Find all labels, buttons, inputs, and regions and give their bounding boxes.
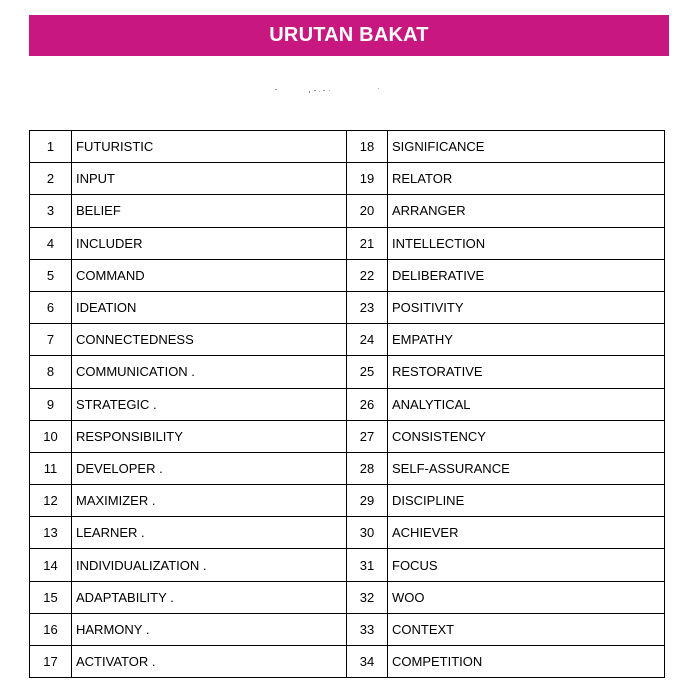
talent-name-cell: INTELLECTION xyxy=(388,227,665,259)
talent-name-cell: ARRANGER xyxy=(388,195,665,227)
talent-name-cell: COMMUNICATION . xyxy=(72,356,347,388)
talent-name-cell: SIGNIFICANCE xyxy=(388,131,665,163)
talent-name-cell: MAXIMIZER . xyxy=(72,485,347,517)
talent-name-cell: CONSISTENCY xyxy=(388,420,665,452)
table-row xyxy=(30,388,665,420)
rank-cell: 34 xyxy=(347,646,388,678)
talent-name-cell: CONTEXT xyxy=(388,613,665,645)
table-row xyxy=(30,517,665,549)
table-row xyxy=(30,452,665,484)
table-row xyxy=(30,163,665,195)
table-row xyxy=(30,581,665,613)
talent-name-cell: ACTIVATOR . xyxy=(72,646,347,678)
rank-cell: 30 xyxy=(347,517,388,549)
talent-name-cell: POSITIVITY xyxy=(388,291,665,323)
rank-cell: 2 xyxy=(30,163,72,195)
table-row xyxy=(30,549,665,581)
table-row xyxy=(30,646,665,678)
talent-name-cell: RESPONSIBILITY xyxy=(72,420,347,452)
rank-cell: 25 xyxy=(347,356,388,388)
table-row xyxy=(30,613,665,645)
rank-cell: 24 xyxy=(347,324,388,356)
rank-cell: 33 xyxy=(347,613,388,645)
table-row xyxy=(30,420,665,452)
rank-cell: 13 xyxy=(30,517,72,549)
talent-ranking-table xyxy=(29,130,665,678)
talent-name-cell: ANALYTICAL xyxy=(388,388,665,420)
table-row xyxy=(30,356,665,388)
rank-cell: 26 xyxy=(347,388,388,420)
talent-name-cell: WOO xyxy=(388,581,665,613)
talent-name-cell: CONNECTEDNESS xyxy=(72,324,347,356)
talent-name-cell: DISCIPLINE xyxy=(388,485,665,517)
rank-cell: 21 xyxy=(347,227,388,259)
rank-cell: 3 xyxy=(30,195,72,227)
rank-cell: 23 xyxy=(347,291,388,323)
talent-name-cell: HARMONY . xyxy=(72,613,347,645)
rank-cell: 28 xyxy=(347,452,388,484)
rank-cell: 11 xyxy=(30,452,72,484)
rank-cell: 12 xyxy=(30,485,72,517)
table-row xyxy=(30,259,665,291)
talent-name-cell: LEARNER . xyxy=(72,517,347,549)
rank-cell: 19 xyxy=(347,163,388,195)
rank-cell: 8 xyxy=(30,356,72,388)
rank-cell: 27 xyxy=(347,420,388,452)
table-row xyxy=(30,195,665,227)
rank-cell: 4 xyxy=(30,227,72,259)
table-row xyxy=(30,131,665,163)
talent-name-cell: COMPETITION xyxy=(388,646,665,678)
talent-name-cell: FUTURISTIC xyxy=(72,131,347,163)
talent-ranking-table-wrapper xyxy=(29,130,664,678)
table-row xyxy=(30,324,665,356)
rank-cell: 20 xyxy=(347,195,388,227)
talent-name-cell: EMPATHY xyxy=(388,324,665,356)
talent-name-cell: INDIVIDUALIZATION . xyxy=(72,549,347,581)
scan-artifact xyxy=(0,84,686,96)
talent-name-cell: BELIEF xyxy=(72,195,347,227)
rank-cell: 32 xyxy=(347,581,388,613)
rank-cell: 18 xyxy=(347,131,388,163)
talent-name-cell: ACHIEVER xyxy=(388,517,665,549)
talent-name-cell: RELATOR xyxy=(388,163,665,195)
talent-name-cell: FOCUS xyxy=(388,549,665,581)
talent-name-cell: ADAPTABILITY . xyxy=(72,581,347,613)
title-banner xyxy=(29,15,669,56)
talent-name-cell: SELF-ASSURANCE xyxy=(388,452,665,484)
talent-name-cell: DEVELOPER . xyxy=(72,452,347,484)
rank-cell: 10 xyxy=(30,420,72,452)
rank-cell: 22 xyxy=(347,259,388,291)
rank-cell: 6 xyxy=(30,291,72,323)
talent-name-cell: STRATEGIC . xyxy=(72,388,347,420)
talent-name-cell: COMMAND xyxy=(72,259,347,291)
rank-cell: 15 xyxy=(30,581,72,613)
table-row xyxy=(30,227,665,259)
rank-cell: 5 xyxy=(30,259,72,291)
table-row xyxy=(30,485,665,517)
page-title: URUTAN BAKAT xyxy=(269,24,429,46)
talent-name-cell: INPUT xyxy=(72,163,347,195)
rank-cell: 7 xyxy=(30,324,72,356)
rank-cell: 14 xyxy=(30,549,72,581)
rank-cell: 1 xyxy=(30,131,72,163)
talent-name-cell: IDEATION xyxy=(72,291,347,323)
rank-cell: 9 xyxy=(30,388,72,420)
table-row xyxy=(30,291,665,323)
rank-cell: 17 xyxy=(30,646,72,678)
talent-name-cell: DELIBERATIVE xyxy=(388,259,665,291)
talent-name-cell: INCLUDER xyxy=(72,227,347,259)
rank-cell: 31 xyxy=(347,549,388,581)
rank-cell: 29 xyxy=(347,485,388,517)
talent-name-cell: RESTORATIVE xyxy=(388,356,665,388)
rank-cell: 16 xyxy=(30,613,72,645)
